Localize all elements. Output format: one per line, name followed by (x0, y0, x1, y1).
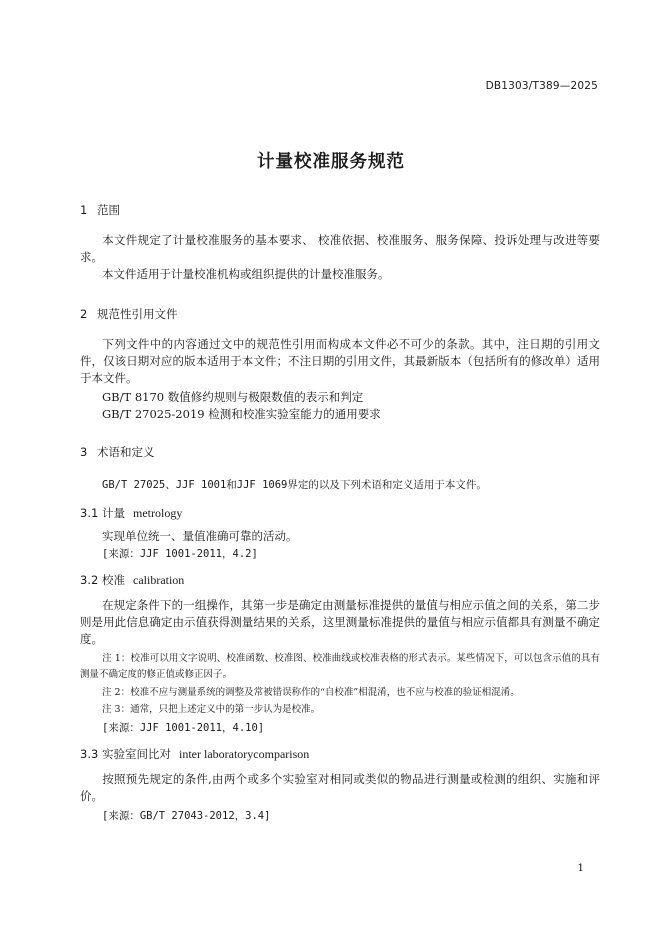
section-2-paragraph-1: 下列文件中的内容通过文中的规范性引用而构成本文件必不可少的条款。其中，注日期的引用文件，仅该日期对应的版本适用于本文件；不注日期的引用文件，其最新版本（包括所有的修改单）适用于本文件。 (80, 337, 600, 385)
section-1-heading (80, 202, 120, 218)
term-name: 实验室间比对 (102, 747, 171, 761)
term-3-1-heading: 3.1 计量 metrology (80, 506, 183, 520)
page-number: 1 (577, 862, 584, 874)
section-2-heading (80, 306, 178, 322)
section-number: 1 (80, 203, 88, 217)
term-3-1-definition: 实现单位统一、量值准确可靠的活动。 (102, 529, 298, 543)
term-3-2-definition: 在规定条件下的一组操作，其第一步是确定由测量标准提供的量值与相应示值之间的关系，第二步则是用此信息确定由示值获得测量结果的关系，这里测量标准提供的量值与相应示值都具有测量不确定度。 (80, 598, 600, 646)
term-3-3-heading: 3.3 实验室间比对 inter laboratorycomparison (80, 747, 310, 761)
term-3-2-source: [来源：JJF 1001-2011，4.10] (102, 722, 265, 734)
note-2: 注 2：校准不应与测量系统的调整及常被错误称作的“自校准”相混淆，也不应与校准的验证相混淆。 (102, 687, 520, 698)
term-name: 校准 (102, 573, 125, 587)
section-number: 2 (80, 307, 88, 321)
section-1-paragraph-2: 本文件适用于计量校准机构或组织提供的计量校准服务。 (102, 267, 390, 281)
note-3: 注 3：通常，只把上述定义中的第一步认为是校准。 (102, 704, 321, 715)
section-title: 规范性引用文件 (97, 307, 178, 321)
section-3-intro: GB/T 27025、JJF 1001和JJF 1069界定的以及下列术语和定义适用于本文件。 (102, 479, 487, 491)
term-3-1-source: [来源：JJF 1001-2011，4.2] (102, 548, 258, 560)
section-1-paragraph-1: 本文件规定了计量校准服务的基本要求、 校准依据、校准服务、服务保障、投诉处理与改进等要求。 (80, 233, 600, 264)
term-3-3-source: [来源：GB/T 27043-2012，3.4] (102, 810, 271, 822)
term-english: metrology (133, 506, 183, 520)
term-3-3-definition: 按照预先规定的条件,由两个或多个实验室对相同或类似的物品进行测量或检测的组织、实施和评价。 (80, 772, 600, 803)
document-title: 计量校准服务规范 (257, 152, 405, 172)
term-3-2-heading: 3.2 校准 calibration (80, 573, 185, 587)
term-name: 计量 (102, 506, 125, 520)
term-english: calibration (133, 573, 185, 587)
section-number: 3 (80, 445, 88, 459)
term-english: inter laboratorycomparison (179, 747, 310, 761)
reference-item: GB/T 8170 数值修约规则与极限数值的表示和判定 (102, 390, 364, 404)
document-code: DB1303/T389—2025 (485, 80, 598, 92)
reference-item: GB/T 27025-2019 检测和校准实验室能力的通用要求 (102, 407, 381, 421)
section-title: 范围 (97, 203, 120, 217)
section-3-heading (80, 444, 155, 460)
note-1: 注 1：校准可以用文字说明、校准函数、校准图、校准曲线或校准表格的形式表示。某些情况下，可以包含示值的具有测量不确定度的修正值或修正因子。 (80, 653, 600, 680)
section-title: 术语和定义 (97, 445, 155, 459)
